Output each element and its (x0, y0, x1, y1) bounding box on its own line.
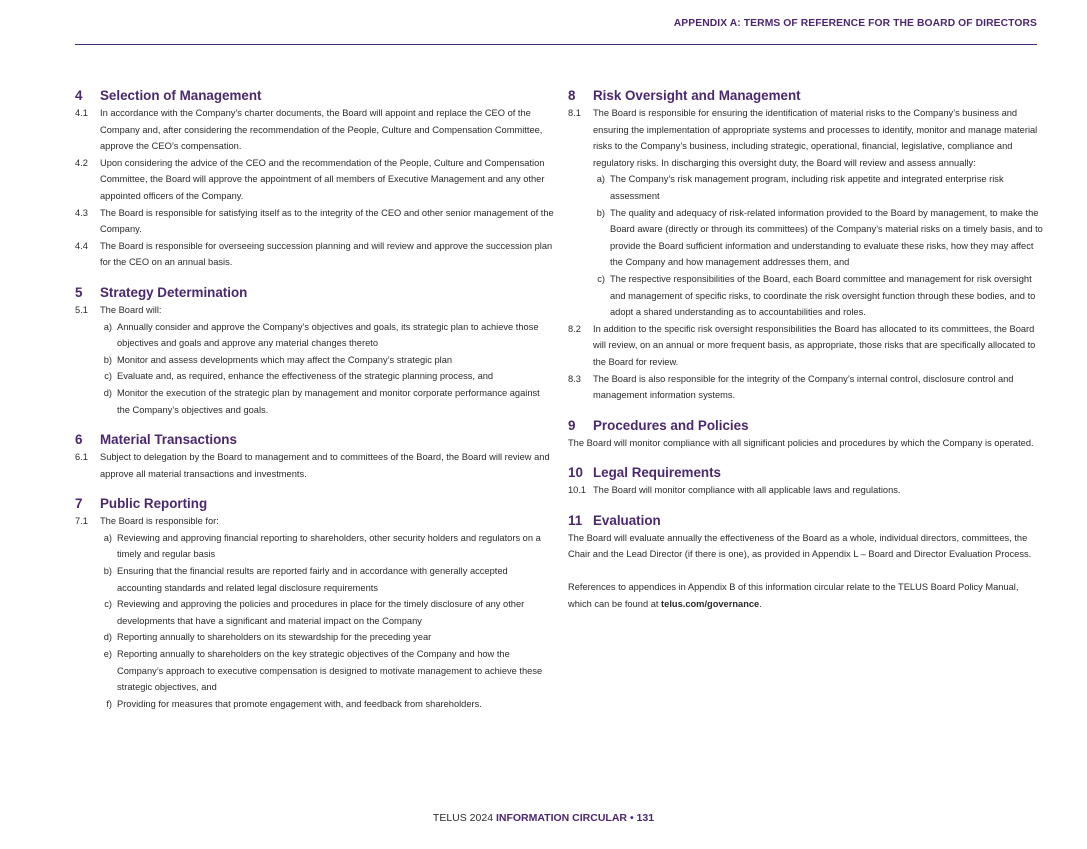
clause-text: The Board is responsible for ensuring the identification of material risks to the Company’s business and ensuring the implementation of appropriate systems and processes to identify, monitor and manage material risks to the Company’s business, including strategic, operational, financial, legislative, compliance and regulatory risks. In discharging this oversight duty, the Board will review and assess annually: (593, 108, 1038, 168)
list-text: Evaluate and, as required, enhance the effectiveness of the strategic planning process, and (117, 371, 494, 382)
list-item (568, 271, 1043, 321)
references-end: . (759, 598, 762, 609)
section-heading (75, 285, 555, 301)
clause-text: The Board is responsible for satisfying itself as to the integrity of the CEO and other senior management of the Company. (100, 207, 554, 235)
list-letter: c) (104, 371, 112, 382)
list-text: The quality and adequacy of risk-related information provided to the Board by management, to make the Board aware (directly or through its committees) of the Company’s material risks on a timely basis, and to provide the Board sufficient information and understanding to evaluate these risks, how they may affect the Company and how management addresses them, and (610, 207, 1043, 268)
list-letter: d) (103, 632, 112, 643)
clause (75, 155, 555, 205)
list-text: Ensuring that the financial results are reported fairly and in accordance with generally accepted accounting standards and related legal disclosure requirements (117, 566, 508, 593)
references-paragraph (568, 579, 1043, 612)
section-number: 9 (568, 417, 576, 433)
clause-number: 8.1 (568, 108, 581, 118)
clause-number: 6.1 (75, 452, 88, 463)
clause-number: 7.1 (75, 516, 88, 527)
clause-text: The Board is responsible for: (100, 516, 219, 527)
right-column (568, 88, 1043, 626)
section-11 (568, 513, 1043, 612)
clause-text: In accordance with the Company’s charter documents, the Board will appoint and replace the CEO of the Company and, after considering the recommendation of the People, Culture and Compensation Committee, approve the CEO’s compensation. (100, 108, 543, 152)
list-letter: f) (106, 698, 112, 709)
section-number: 11 (568, 512, 583, 528)
section-9 (568, 418, 1043, 452)
list-text: Reviewing and approving financial reporting to shareholders, other security holders and regulators on a timely and regular basis (117, 532, 541, 560)
header-rule (75, 44, 1037, 45)
list-text: Monitor the execution of the strategic plan by management and monitor corporate performance against the Company’s objectives and goals. (117, 387, 540, 415)
clause-number: 8.3 (568, 373, 581, 384)
clause-text: In addition to the specific risk oversight responsibilities the Board has allocated to its committees, the Board will review, on an annual or more frequent basis, as appropriate, those risks that are specifically allocated to the Board for review. (593, 323, 1036, 367)
clause (568, 371, 1043, 404)
section-title: Public Reporting (100, 496, 208, 512)
list-item (75, 368, 555, 385)
list-text: The respective responsibilities of the Board, each Board committee and management for risk oversight and management of specific risks, to coordinate the risk oversight function through these bodies, and to adopt a shared understanding as to accountabilities and roles. (610, 273, 1036, 318)
clause (75, 513, 555, 530)
list-item (568, 171, 1043, 204)
section-heading (568, 88, 1043, 104)
section-heading (75, 432, 555, 448)
clause (75, 205, 555, 238)
clause (568, 321, 1043, 371)
clause-text: The Board is also responsible for the integrity of the Company’s internal control, disclosure control and management information systems. (593, 373, 1014, 401)
clause-text: The Board is responsible for overseeing succession planning and will review and approve the succession plan for the CEO on an annual basis. (100, 240, 553, 268)
list-item (568, 205, 1043, 271)
list-item (75, 530, 555, 563)
section-title: Evaluation (593, 512, 661, 528)
page-footer (0, 812, 1087, 824)
clause (75, 302, 555, 319)
footer-circular: INFORMATION CIRCULAR (495, 812, 628, 824)
clause-text: Upon considering the advice of the CEO and the recommendation of the People, Culture and Compensation Committee, the Board will approve the appointment of all members of Executive Management and any other appointed officers of the Company. (100, 157, 545, 201)
clause-number: 4.3 (75, 207, 88, 218)
section-heading (568, 418, 1043, 434)
clause-number: 10.1 (568, 485, 587, 496)
section-title: Selection of Management (100, 88, 262, 103)
list-letter: e) (103, 649, 112, 660)
list-letter: c) (104, 599, 112, 610)
list-item (75, 629, 555, 646)
section-8 (568, 88, 1043, 404)
section-heading (75, 88, 555, 104)
section-5 (75, 285, 555, 418)
list-text: Providing for measures that promote engagement with, and feedback from shareholders. (117, 698, 482, 709)
list-item (75, 319, 555, 352)
list-text: Monitor and assess developments which may affect the Company’s strategic plan (117, 354, 453, 365)
clause-text: Subject to delegation by the Board to management and to committees of the Board, the Board will review and approve all material transactions and investments. (100, 452, 550, 479)
clause-number: 8.2 (568, 323, 581, 334)
list-text: Reviewing and approving the policies and procedures in place for the timely disclosure of any other developments that have a significant and material impact on the Company (117, 599, 525, 626)
list-item (75, 696, 555, 713)
governance-link[interactable]: telus.com/governance (661, 598, 760, 609)
clause (75, 105, 555, 155)
list-text: Reporting annually to shareholders on its stewardship for the preceding year (117, 632, 432, 643)
section-title: Procedures and Policies (593, 417, 749, 433)
running-header: APPENDIX A: TERMS OF REFERENCE FOR THE BOARD OF DIRECTORS (673, 18, 1037, 29)
footer-brand: TELUS 2024 (432, 812, 494, 824)
list-letter: b) (103, 566, 112, 577)
list-item (75, 646, 555, 696)
clause-text: The Board will monitor compliance with all applicable laws and regulations. (593, 485, 901, 496)
clause-text: The Board will: (100, 304, 162, 315)
page-number: 131 (636, 812, 655, 824)
clause-number: 4.4 (75, 240, 88, 251)
list-item (75, 352, 555, 369)
section-paragraph: The Board will monitor compliance with all significant policies and procedures by which the Company is operated. (568, 437, 1034, 448)
clause-number: 4.1 (75, 108, 88, 118)
section-heading (568, 513, 1043, 529)
section-number: 4 (75, 88, 83, 103)
clause-number: 5.1 (75, 304, 88, 315)
section-heading (568, 465, 1043, 481)
list-letter: b) (103, 354, 112, 365)
section-number: 8 (568, 88, 576, 103)
references-text: References to appendices in Appendix B of this information circular relate to the TELUS Board Policy Manual, which can be found at (568, 582, 1019, 609)
section-number: 10 (568, 465, 583, 481)
section-number: 6 (75, 432, 83, 448)
list-letter: a) (596, 174, 605, 185)
section-paragraph: The Board will evaluate annually the effectiveness of the Board as a whole, individual directors, committees, the Chair and the Lead Director (if there is one), as provided in Appendix L – Board and Director Evaluation Process. (568, 532, 1032, 560)
clause (568, 105, 1043, 171)
left-column (75, 88, 555, 726)
list-letter: c) (597, 273, 605, 284)
list-text: The Company’s risk management program, including risk appetite and integrated enterprise risk assessment (610, 174, 1004, 201)
clause (75, 449, 555, 482)
section-title: Strategy Determination (100, 284, 248, 300)
list-letter: a) (103, 321, 112, 332)
list-text: Annually consider and approve the Company’s objectives and goals, its strategic plan to achieve those objectives and goals and approve any material changes thereto (117, 321, 539, 349)
list-item (75, 385, 555, 418)
clause (75, 238, 555, 271)
list-item (75, 596, 555, 629)
section-number: 5 (75, 284, 83, 300)
list-text: Reporting annually to shareholders on the key strategic objectives of the Company and how the Company’s approach to executive compensation is designed to motivate management to achieve these strategic objectives, and (117, 649, 543, 693)
list-item (75, 563, 555, 596)
section-title: Legal Requirements (593, 465, 721, 481)
section-title: Material Transactions (100, 432, 237, 448)
clause (568, 482, 1043, 499)
list-letter: d) (103, 387, 112, 398)
section-10 (568, 465, 1043, 499)
section-6 (75, 432, 555, 482)
section-4 (75, 88, 555, 271)
clause-number: 4.2 (75, 157, 88, 168)
section-7 (75, 496, 555, 712)
list-letter: b) (596, 207, 605, 218)
footer-separator: • (629, 812, 634, 824)
section-heading (75, 496, 555, 512)
section-number: 7 (75, 496, 83, 512)
section-title: Risk Oversight and Management (593, 88, 801, 103)
list-letter: a) (103, 532, 112, 543)
